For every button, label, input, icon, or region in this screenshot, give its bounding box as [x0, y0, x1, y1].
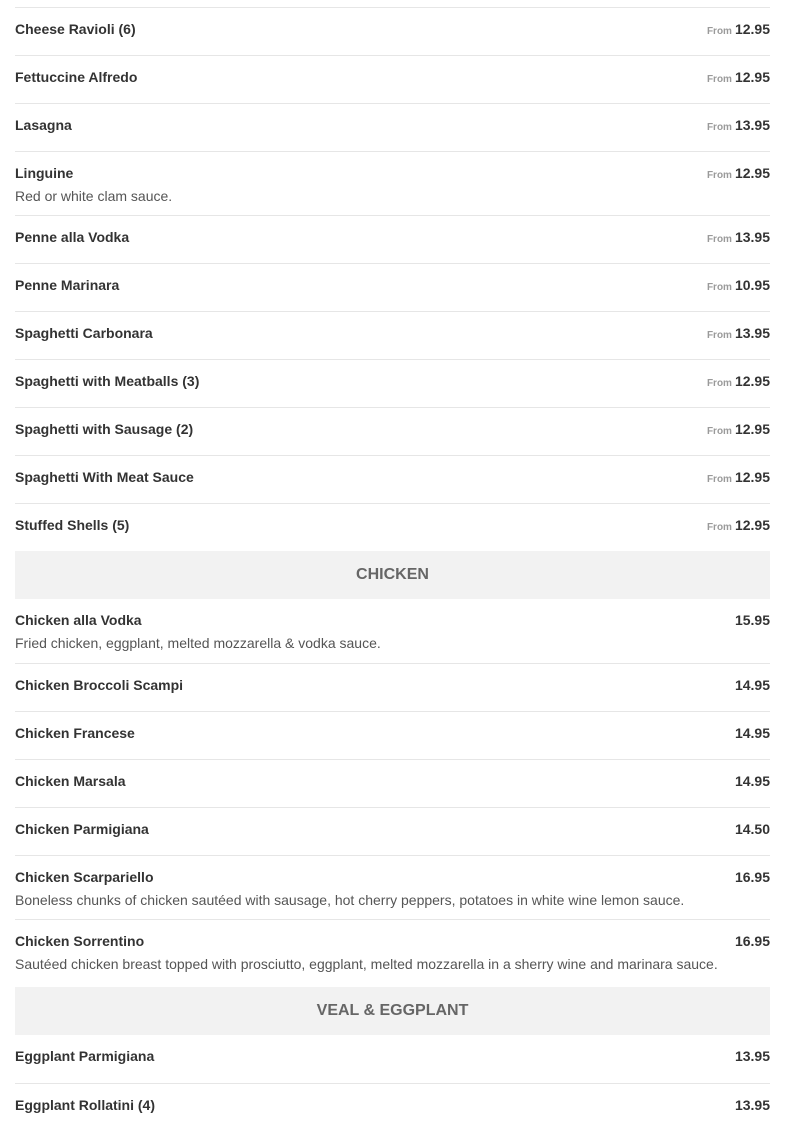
- menu-item[interactable]: [15, 599, 770, 663]
- item-name: Chicken alla Vodka: [15, 612, 142, 628]
- item-name: Chicken Francese: [15, 725, 135, 741]
- item-description: Boneless chunks of chicken sautéed with sausage, hot cherry peppers, potatoes in white wine lemon sauce.: [15, 892, 685, 908]
- item-name: Linguine: [15, 165, 74, 181]
- menu-item[interactable]: [15, 919, 770, 987]
- menu-item[interactable]: [15, 1083, 770, 1131]
- item-price: From 12.95: [706, 421, 770, 437]
- item-name: Spaghetti with Sausage (2): [15, 421, 194, 437]
- menu-list: [15, 7, 770, 1131]
- item-price: From 12.95: [706, 69, 770, 85]
- item-name: Chicken Scarpariello: [15, 869, 154, 885]
- from-label: From: [706, 378, 732, 389]
- menu-item[interactable]: [15, 711, 770, 759]
- menu-item[interactable]: [15, 663, 770, 711]
- item-name: Eggplant Parmigiana: [15, 1048, 155, 1064]
- item-name: Eggplant Rollatini (4): [15, 1097, 155, 1113]
- item-price: 14.95: [734, 725, 770, 741]
- item-description: Sautéed chicken breast topped with prosciutto, eggplant, melted mozzarella in a sherry wine and marinara sauce.: [15, 956, 718, 972]
- menu-item[interactable]: [15, 759, 770, 807]
- item-price: From 12.95: [706, 373, 770, 389]
- item-price: From 13.95: [706, 325, 770, 341]
- menu-item[interactable]: [15, 407, 770, 455]
- item-name: Spaghetti with Meatballs (3): [15, 373, 200, 389]
- item-name: Chicken Broccoli Scampi: [15, 677, 184, 693]
- menu-item[interactable]: [15, 807, 770, 855]
- item-price: 14.95: [734, 677, 770, 693]
- from-label: From: [706, 74, 732, 85]
- menu-item[interactable]: [15, 151, 770, 215]
- menu-item[interactable]: [15, 359, 770, 407]
- item-price: From 13.95: [706, 229, 770, 245]
- from-label: From: [706, 426, 732, 437]
- item-name: Fettuccine Alfredo: [15, 69, 138, 85]
- item-price: From 13.95: [706, 117, 770, 133]
- menu-item[interactable]: [15, 215, 770, 263]
- from-label: From: [706, 26, 732, 37]
- menu-item[interactable]: [15, 263, 770, 311]
- item-price: 16.95: [734, 869, 770, 885]
- item-name: Cheese Ravioli (6): [15, 21, 136, 37]
- from-label: From: [706, 122, 732, 133]
- item-name: Spaghetti With Meat Sauce: [15, 469, 194, 485]
- item-price: 14.95: [734, 773, 770, 789]
- menu-item[interactable]: [15, 855, 770, 919]
- item-description: Red or white clam sauce.: [15, 188, 173, 204]
- item-name: Chicken Parmigiana: [15, 821, 149, 837]
- menu-item[interactable]: [15, 311, 770, 359]
- item-price: From 12.95: [706, 21, 770, 37]
- section-header-veal-eggplant: VEAL & EGGPLANT: [15, 987, 770, 1035]
- menu-item[interactable]: [15, 55, 770, 103]
- item-price: From 12.95: [706, 165, 770, 181]
- from-label: From: [706, 170, 732, 181]
- item-name: Spaghetti Carbonara: [15, 325, 153, 341]
- item-price: 16.95: [734, 933, 770, 949]
- menu-item[interactable]: [15, 455, 770, 503]
- item-name: Penne Marinara: [15, 277, 120, 293]
- menu-item[interactable]: [15, 7, 770, 55]
- menu-item[interactable]: [15, 1035, 770, 1083]
- item-name: Stuffed Shells (5): [15, 517, 130, 533]
- from-label: From: [706, 330, 732, 341]
- from-label: From: [706, 282, 732, 293]
- section-header-chicken: CHICKEN: [15, 551, 770, 599]
- item-price: From 10.95: [706, 277, 770, 293]
- item-price: 15.95: [734, 612, 770, 628]
- menu-item[interactable]: [15, 503, 770, 551]
- item-price: 13.95: [734, 1048, 770, 1064]
- item-price: From 12.95: [706, 469, 770, 485]
- item-name: Penne alla Vodka: [15, 229, 130, 245]
- item-name: Lasagna: [15, 117, 72, 133]
- from-label: From: [706, 522, 732, 533]
- from-label: From: [706, 234, 732, 245]
- item-price: 13.95: [734, 1097, 770, 1113]
- item-price: 14.50: [734, 821, 770, 837]
- item-price: From 12.95: [706, 517, 770, 533]
- menu-item[interactable]: [15, 103, 770, 151]
- item-name: Chicken Sorrentino: [15, 933, 145, 949]
- item-description: Fried chicken, eggplant, melted mozzarella & vodka sauce.: [15, 635, 381, 651]
- item-name: Chicken Marsala: [15, 773, 126, 789]
- from-label: From: [706, 474, 732, 485]
